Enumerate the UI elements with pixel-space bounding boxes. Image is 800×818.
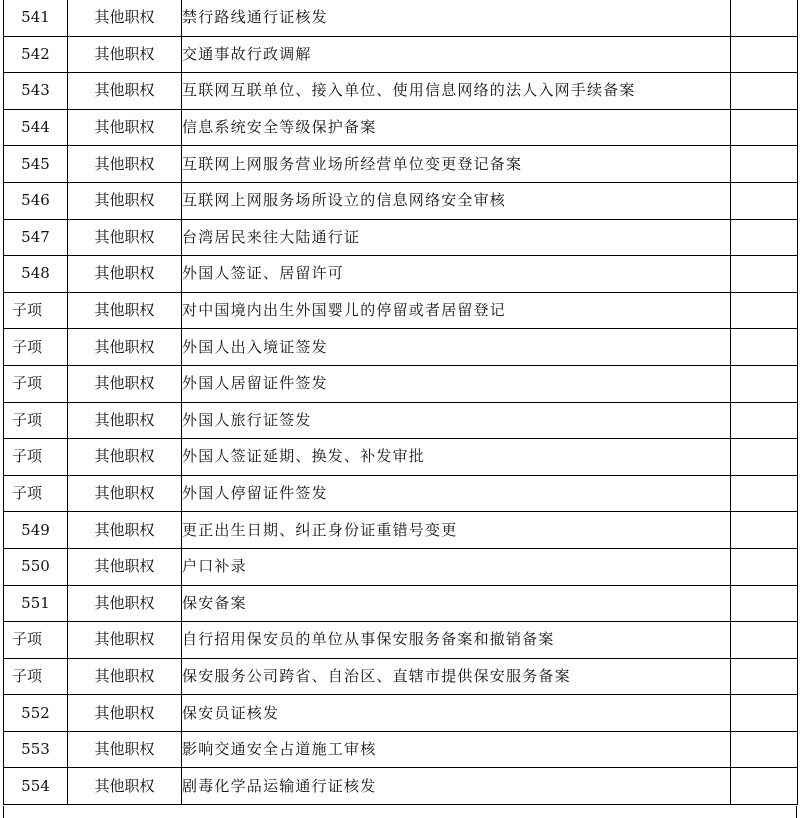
empty-cell xyxy=(731,292,798,329)
power-type-cell: 其他职权 xyxy=(68,585,182,622)
table-body xyxy=(4,0,798,805)
row-number-cell: 544 xyxy=(4,109,68,146)
empty-cell xyxy=(731,731,798,768)
empty-cell xyxy=(731,365,798,402)
empty-cell xyxy=(731,182,798,219)
row-number-cell: 子项 xyxy=(4,365,68,402)
power-name-cell: 交通事故行政调解 xyxy=(182,36,731,73)
power-name-cell: 外国人签证、居留许可 xyxy=(182,256,731,293)
row-number-cell: 子项 xyxy=(4,475,68,512)
row-number-cell: 554 xyxy=(4,768,68,805)
power-list-table xyxy=(3,0,798,805)
power-type-cell: 其他职权 xyxy=(68,365,182,402)
table-row xyxy=(4,731,798,768)
power-name-cell: 自行招用保安员的单位从事保安服务备案和撤销备案 xyxy=(182,622,731,659)
table-row xyxy=(4,585,798,622)
power-type-cell: 其他职权 xyxy=(68,695,182,732)
empty-cell xyxy=(731,0,798,36)
power-type-cell: 其他职权 xyxy=(68,658,182,695)
empty-cell xyxy=(731,548,798,585)
table-row xyxy=(4,0,798,36)
table-row xyxy=(4,182,798,219)
power-type-cell: 其他职权 xyxy=(68,439,182,476)
power-name-cell: 对中国境内出生外国婴儿的停留或者居留登记 xyxy=(182,292,731,329)
power-name-cell: 保安员证核发 xyxy=(182,695,731,732)
row-number-cell: 543 xyxy=(4,73,68,110)
table-row xyxy=(4,768,798,805)
row-number-cell: 551 xyxy=(4,585,68,622)
power-type-cell: 其他职权 xyxy=(68,292,182,329)
power-name-cell: 外国人旅行证签发 xyxy=(182,402,731,439)
row-number-cell: 548 xyxy=(4,256,68,293)
table-row xyxy=(4,329,798,366)
power-type-cell: 其他职权 xyxy=(68,548,182,585)
power-type-cell: 其他职权 xyxy=(68,512,182,549)
power-type-cell: 其他职权 xyxy=(68,256,182,293)
row-number-cell: 子项 xyxy=(4,622,68,659)
power-name-cell: 保安服务公司跨省、自治区、直辖市提供保安服务备案 xyxy=(182,658,731,695)
power-type-cell: 其他职权 xyxy=(68,36,182,73)
table-row xyxy=(4,548,798,585)
row-number-cell: 549 xyxy=(4,512,68,549)
power-name-cell: 户口补录 xyxy=(182,548,731,585)
power-type-cell: 其他职权 xyxy=(68,73,182,110)
row-number-cell: 子项 xyxy=(4,439,68,476)
table-row xyxy=(4,512,798,549)
power-name-cell: 禁行路线通行证核发 xyxy=(182,0,731,36)
power-name-cell: 剧毒化学品运输通行证核发 xyxy=(182,768,731,805)
empty-cell xyxy=(731,512,798,549)
table-row xyxy=(4,36,798,73)
row-number-cell: 550 xyxy=(4,548,68,585)
table-row xyxy=(4,73,798,110)
power-name-cell: 信息系统安全等级保护备案 xyxy=(182,109,731,146)
empty-cell xyxy=(731,146,798,183)
row-number-cell: 541 xyxy=(4,0,68,36)
table-row xyxy=(4,292,798,329)
empty-cell xyxy=(731,256,798,293)
power-type-cell: 其他职权 xyxy=(68,622,182,659)
empty-cell xyxy=(731,36,798,73)
power-name-cell: 互联网互联单位、接入单位、使用信息网络的法人入网手续备案 xyxy=(182,73,731,110)
power-name-cell: 外国人居留证件签发 xyxy=(182,365,731,402)
empty-cell xyxy=(731,658,798,695)
empty-cell xyxy=(731,329,798,366)
row-number-cell: 子项 xyxy=(4,402,68,439)
empty-cell xyxy=(731,439,798,476)
table-row xyxy=(4,475,798,512)
table-row xyxy=(4,256,798,293)
power-name-cell: 更正出生日期、纠正身份证重错号变更 xyxy=(182,512,731,549)
power-type-cell: 其他职权 xyxy=(68,475,182,512)
empty-cell xyxy=(731,475,798,512)
row-number-cell: 546 xyxy=(4,182,68,219)
power-type-cell: 其他职权 xyxy=(68,402,182,439)
empty-cell xyxy=(731,768,798,805)
power-name-cell: 互联网上网服务营业场所经营单位变更登记备案 xyxy=(182,146,731,183)
empty-cell xyxy=(731,695,798,732)
power-name-cell: 影响交通安全占道施工审核 xyxy=(182,731,731,768)
power-type-cell: 其他职权 xyxy=(68,731,182,768)
row-number-cell: 553 xyxy=(4,731,68,768)
row-number-cell: 542 xyxy=(4,36,68,73)
table-row xyxy=(4,622,798,659)
power-name-cell: 保安备案 xyxy=(182,585,731,622)
row-number-cell: 子项 xyxy=(4,292,68,329)
empty-cell xyxy=(731,109,798,146)
power-name-cell: 外国人出入境证签发 xyxy=(182,329,731,366)
row-number-cell: 545 xyxy=(4,146,68,183)
row-number-cell: 子项 xyxy=(4,329,68,366)
empty-cell xyxy=(731,585,798,622)
row-number-cell: 子项 xyxy=(4,658,68,695)
next-row-strip xyxy=(3,806,797,818)
table-row xyxy=(4,109,798,146)
table-row xyxy=(4,439,798,476)
power-name-cell: 外国人停留证件签发 xyxy=(182,475,731,512)
empty-cell xyxy=(731,73,798,110)
row-number-cell: 552 xyxy=(4,695,68,732)
power-type-cell: 其他职权 xyxy=(68,146,182,183)
power-name-cell: 台湾居民来往大陆通行证 xyxy=(182,219,731,256)
power-type-cell: 其他职权 xyxy=(68,182,182,219)
power-type-cell: 其他职权 xyxy=(68,768,182,805)
empty-cell xyxy=(731,622,798,659)
power-name-cell: 互联网上网服务场所设立的信息网络安全审核 xyxy=(182,182,731,219)
empty-cell xyxy=(731,219,798,256)
table-row xyxy=(4,658,798,695)
table-row xyxy=(4,146,798,183)
empty-cell xyxy=(731,402,798,439)
power-type-cell: 其他职权 xyxy=(68,219,182,256)
table-row xyxy=(4,695,798,732)
power-name-cell: 外国人签证延期、换发、补发审批 xyxy=(182,439,731,476)
table-row xyxy=(4,219,798,256)
table-row xyxy=(4,402,798,439)
table-row xyxy=(4,365,798,402)
power-type-cell: 其他职权 xyxy=(68,109,182,146)
row-number-cell: 547 xyxy=(4,219,68,256)
power-type-cell: 其他职权 xyxy=(68,0,182,36)
power-type-cell: 其他职权 xyxy=(68,329,182,366)
